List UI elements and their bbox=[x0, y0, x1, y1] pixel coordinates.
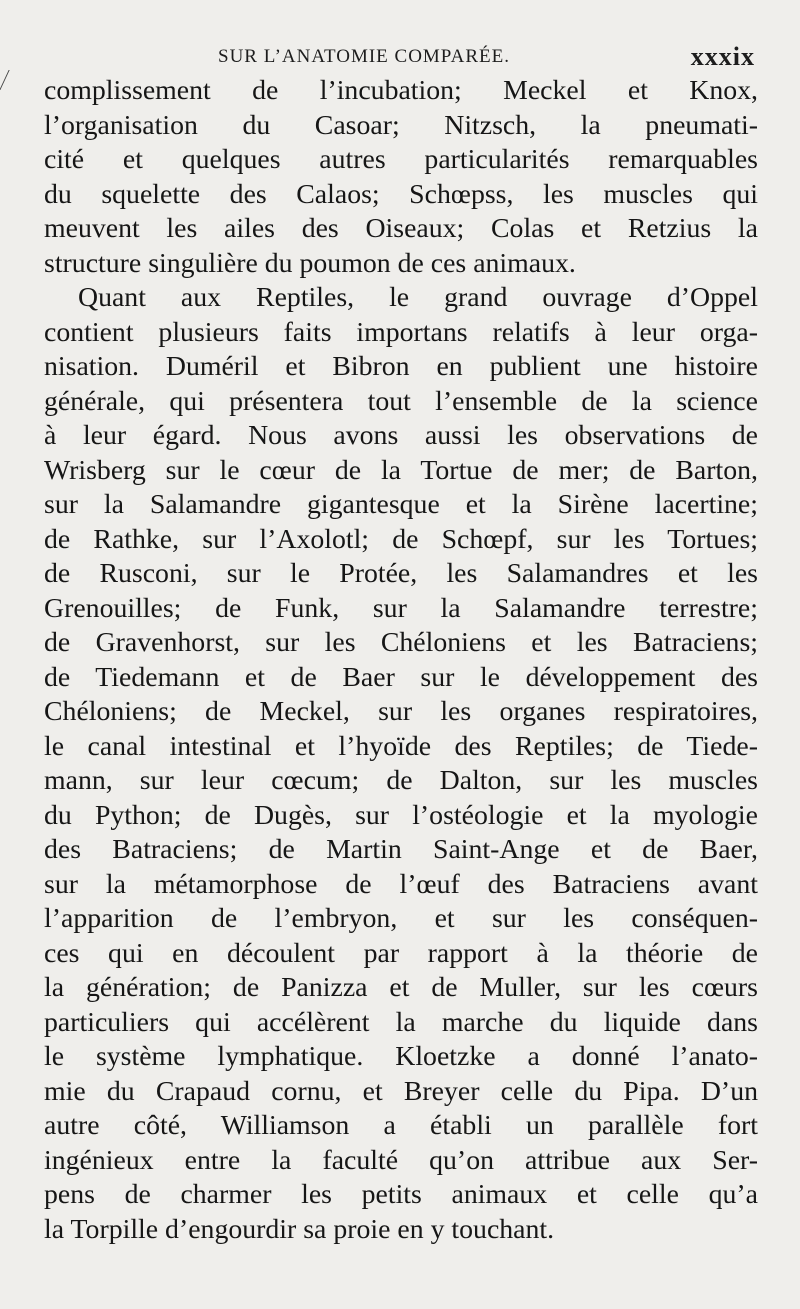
text-line: ces qui en découlent par rapport à la théorie de bbox=[44, 937, 758, 969]
text-line: sur la Salamandre gigantesque et la Sirène lacertine; bbox=[44, 489, 758, 520]
text-line: Wrisberg sur le cœur de la Tortue de mer; de Barton, bbox=[44, 454, 758, 486]
text-line: le canal intestinal et l’hyoïde des Reptiles; de Tiede- bbox=[44, 730, 758, 762]
text-line: Quant aux Reptiles, le grand ouvrage d’Oppel bbox=[78, 282, 758, 313]
text-line: ingénieux entre la faculté qu’on attribue aux Ser- bbox=[44, 1144, 758, 1176]
page-number: xxxix bbox=[690, 42, 755, 71]
text-line: la Torpille d’engourdir sa proie en y touchant. bbox=[44, 1213, 555, 1245]
text-line: complissement de l’incubation; Meckel et Knox, bbox=[44, 75, 758, 106]
text-line: contient plusieurs faits importans relatifs à leur orga- bbox=[44, 316, 758, 348]
text-line: pens de charmer les petits animaux et celle qu’a bbox=[44, 1179, 758, 1210]
text-line: autre côté, Williamson a établi un parallèle fort bbox=[44, 1110, 758, 1141]
text-line: le système lymphatique. Kloetzke a donné l’anato- bbox=[44, 1041, 758, 1072]
text-line: Grenouilles; de Funk, sur la Salamandre terrestre; bbox=[44, 592, 758, 624]
text-line: de Rathke, sur l’Axolotl; de Schœpf, sur les Tortues; bbox=[44, 523, 758, 555]
paragraph bbox=[44, 74, 758, 281]
text-line: Chéloniens; de Meckel, sur les organes respiratoires, bbox=[44, 696, 758, 727]
text-line: des Batraciens; de Martin Saint-Ange et de Baer, bbox=[44, 834, 758, 865]
text-line: l’organisation du Casoar; Nitzsch, la pneumati- bbox=[44, 109, 758, 141]
running-title: SUR L’ANATOMIE COMPARÉE. bbox=[218, 46, 510, 67]
text-line: la génération; de Panizza et de Muller, sur les cœurs bbox=[44, 972, 758, 1003]
text-line: à leur égard. Nous avons aussi les observations de bbox=[44, 420, 758, 451]
text-line: sur la métamorphose de l’œuf des Batraciens avant bbox=[44, 868, 758, 900]
text-line: de Gravenhorst, sur les Chéloniens et les Batraciens; bbox=[44, 627, 758, 658]
text-line: du squelette des Calaos; Schœpss, les muscles qui bbox=[44, 178, 758, 210]
text-line: particuliers qui accélèrent la marche du liquide dans bbox=[44, 1006, 758, 1038]
text-line: mann, sur leur cœcum; de Dalton, sur les muscles bbox=[44, 765, 758, 796]
text-line: de Rusconi, sur le Protée, les Salamandres et les bbox=[44, 558, 758, 589]
running-head bbox=[40, 40, 755, 76]
text-line: cité et quelques autres particularités remarquables bbox=[44, 144, 758, 175]
paragraph bbox=[44, 281, 758, 1247]
text-line: mie du Crapaud cornu, et Breyer celle du Pipa. D’un bbox=[44, 1075, 758, 1107]
text-line: l’apparition de l’embryon, et sur les conséquen- bbox=[44, 903, 758, 934]
margin-mark bbox=[0, 70, 20, 90]
text-line: meuvent les ailes des Oiseaux; Colas et Retzius la bbox=[44, 213, 758, 244]
text-line: du Python; de Dugès, sur l’ostéologie et la myologie bbox=[44, 799, 758, 831]
text-line: nisation. Duméril et Bibron en publient une histoire bbox=[44, 351, 758, 382]
text-line: générale, qui présentera tout l’ensemble de la science bbox=[44, 385, 758, 417]
text-line: de Tiedemann et de Baer sur le développement des bbox=[44, 661, 758, 693]
body-text bbox=[44, 74, 758, 1247]
text-line: structure singulière du poumon de ces animaux. bbox=[44, 247, 576, 279]
